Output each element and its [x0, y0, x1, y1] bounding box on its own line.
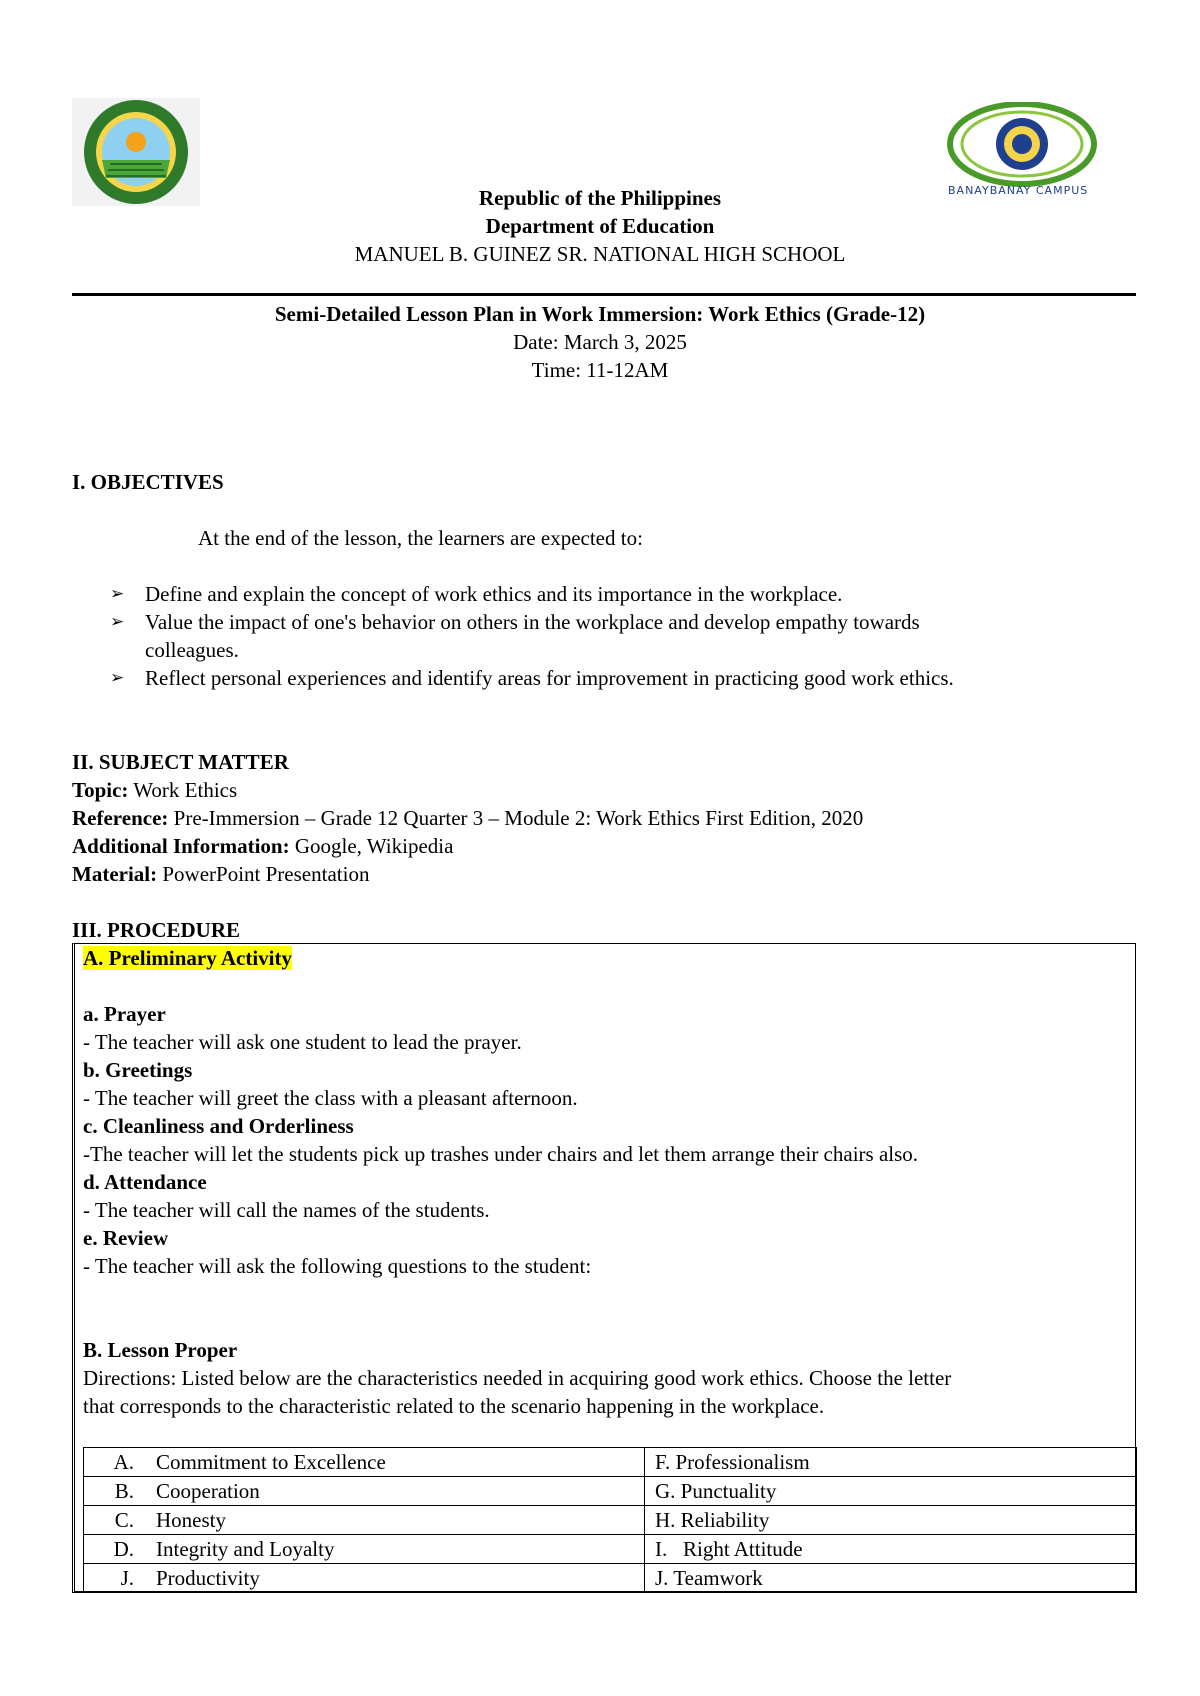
objective-item: colleagues. [145, 638, 239, 662]
objective-item: Reflect personal experiences and identify areas for improvement in practicing good work ethics. [145, 666, 954, 690]
cleanliness-heading: c. Cleanliness and Orderliness [83, 1114, 354, 1138]
table-cell: D. Integrity and Loyalty [84, 1535, 645, 1564]
bullet-icon: ➢ [110, 668, 125, 687]
table-cell: J. Productivity [84, 1564, 645, 1593]
objective-item: Value the impact of one's behavior on others in the workplace and develop empathy towards [145, 610, 920, 634]
bullet-icon: ➢ [110, 612, 125, 631]
table-row [84, 1448, 1137, 1477]
plan-time: Time: 11-12AM [531, 358, 669, 382]
lesson-proper-heading: B. Lesson Proper [83, 1338, 238, 1362]
table-cell: H. Reliability [645, 1506, 1137, 1535]
table-cell: A. Commitment to Excellence [84, 1448, 645, 1477]
table-cell: I. Right Attitude [645, 1535, 1137, 1564]
attendance-heading: d. Attendance [83, 1170, 207, 1194]
review-text: - The teacher will ask the following questions to the student: [83, 1254, 592, 1278]
bullet-icon: ➢ [110, 584, 125, 603]
reference-line: Reference: Pre-Immersion – Grade 12 Quarter 3 – Module 2: Work Ethics First Edition, 2020 [72, 806, 864, 830]
header-department: Department of Education [485, 214, 715, 238]
preliminary-heading: A. Preliminary Activity [83, 946, 292, 970]
table-cell: C. Honesty [84, 1506, 645, 1535]
table-row [84, 1506, 1137, 1535]
prayer-heading: a. Prayer [83, 1002, 166, 1026]
table-row [84, 1535, 1137, 1564]
directions-line-1: Directions: Listed below are the characteristics needed in acquiring good work ethics. Choose the letter [83, 1366, 952, 1390]
subject-heading: II. SUBJECT MATTER [72, 750, 289, 774]
prayer-text: - The teacher will ask one student to lead the prayer. [83, 1030, 522, 1054]
characteristics-table [83, 1447, 1137, 1593]
objectives-intro: At the end of the lesson, the learners are expected to: [198, 526, 643, 550]
topic-line: Topic: Work Ethics [72, 778, 238, 802]
plan-title: Semi-Detailed Lesson Plan in Work Immersion: Work Ethics (Grade-12) [274, 302, 926, 326]
table-row [84, 1477, 1137, 1506]
material-line: Material: PowerPoint Presentation [72, 862, 370, 886]
objective-item: Define and explain the concept of work ethics and its importance in the workplace. [145, 582, 843, 606]
greetings-heading: b. Greetings [83, 1058, 193, 1082]
table-cell: G. Punctuality [645, 1477, 1137, 1506]
table-cell: F. Professionalism [645, 1448, 1137, 1477]
campus-caption: BANAYBANAY CAMPUS [948, 184, 1089, 197]
table-cell: B. Cooperation [84, 1477, 645, 1506]
greetings-text: - The teacher will greet the class with a pleasant afternoon. [83, 1086, 578, 1110]
additional-line: Additional Information: Google, Wikipedia [72, 834, 454, 858]
review-heading: e. Review [83, 1226, 169, 1250]
plan-date: Date: March 3, 2025 [513, 330, 687, 354]
cleanliness-text: -The teacher will let the students pick up trashes under chairs and let them arrange their chairs also. [83, 1142, 919, 1166]
header-school: MANUEL B. GUINEZ SR. NATIONAL HIGH SCHOOL [354, 242, 846, 266]
directions-line-2: that corresponds to the characteristic related to the scenario happening in the workplace. [83, 1394, 825, 1418]
attendance-text: - The teacher will call the names of the students. [83, 1198, 490, 1222]
table-cell: J. Teamwork [645, 1564, 1137, 1593]
header-divider [72, 293, 1136, 296]
table-row [84, 1564, 1137, 1593]
header-republic: Republic of the Philippines [478, 186, 722, 210]
procedure-heading: III. PROCEDURE [72, 918, 241, 942]
objectives-heading: I. OBJECTIVES [72, 470, 224, 494]
